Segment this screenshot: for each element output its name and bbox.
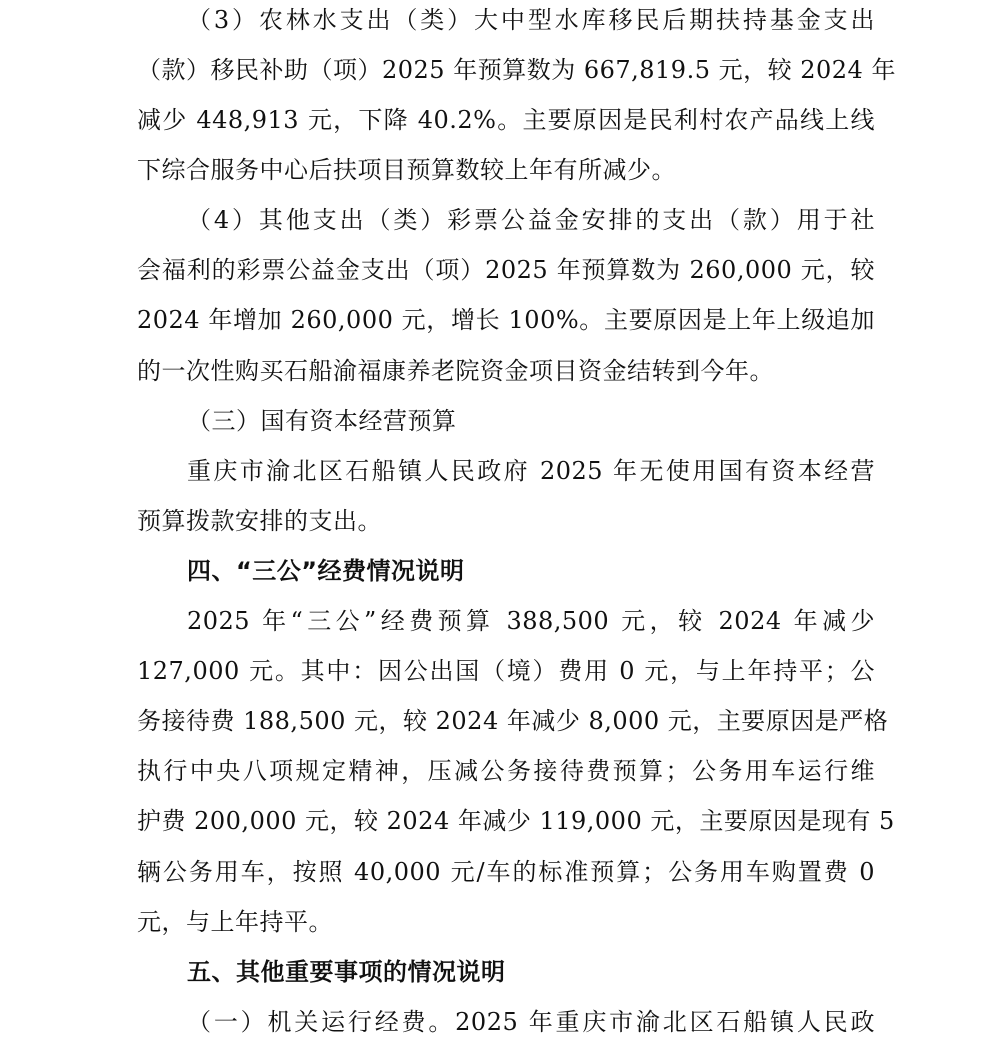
text-line: 务接待费 188,500 元，较 2024 年减少 8,000 元，主要原因是严格 bbox=[137, 707, 889, 735]
text-line: （一）机关运行经费。2025 年重庆市渝北区石船镇人民政 bbox=[187, 1008, 875, 1036]
text-line: 会福利的彩票公益金支出（项）2025 年预算数为 260,000 元，较 bbox=[137, 256, 875, 284]
text-line: 重庆市渝北区石船镇人民政府 2025 年无使用国有资本经营 bbox=[187, 457, 875, 485]
text-line: 2024 年增加 260,000 元，增长 100%。主要原因是上年上级追加 bbox=[137, 306, 875, 334]
text-line: 元，与上年持平。 bbox=[137, 908, 333, 936]
text-line: （4）其他支出（类）彩票公益金安排的支出（款）用于社 bbox=[187, 206, 875, 234]
text-line: 护费 200,000 元，较 2024 年减少 119,000 元，主要原因是现有 5 bbox=[137, 807, 895, 835]
text-line: 的一次性购买石船渝福康养老院资金项目资金结转到今年。 bbox=[137, 357, 774, 385]
text-line: （3）农林水支出（类）大中型水库移民后期扶持基金支出 bbox=[187, 6, 875, 34]
text-line: 减少 448,913 元，下降 40.2%。主要原因是民利村农产品线上线 bbox=[137, 106, 875, 134]
section-heading: 五、其他重要事项的情况说明 bbox=[187, 958, 506, 986]
text-line: 执行中央八项规定精神，压减公务接待费预算；公务用车运行维 bbox=[137, 757, 875, 785]
text-line: （款）移民补助（项）2025 年预算数为 667,819.5 元，较 2024 年 bbox=[137, 56, 896, 84]
section-heading: （三）国有资本经营预算 bbox=[187, 407, 457, 435]
text-line: 127,000 元。其中：因公出国（境）费用 0 元，与上年持平；公 bbox=[137, 657, 875, 685]
text-line: 2025 年“三公”经费预算 388,500 元，较 2024 年减少 bbox=[187, 607, 875, 635]
text-line: 预算拨款安排的支出。 bbox=[137, 507, 382, 535]
section-heading: 四、“三公”经费情况说明 bbox=[187, 557, 465, 585]
text-line: 下综合服务中心后扶项目预算数较上年有所减少。 bbox=[137, 156, 676, 184]
text-line: 辆公务用车，按照 40,000 元/车的标准预算；公务用车购置费 0 bbox=[137, 858, 875, 886]
